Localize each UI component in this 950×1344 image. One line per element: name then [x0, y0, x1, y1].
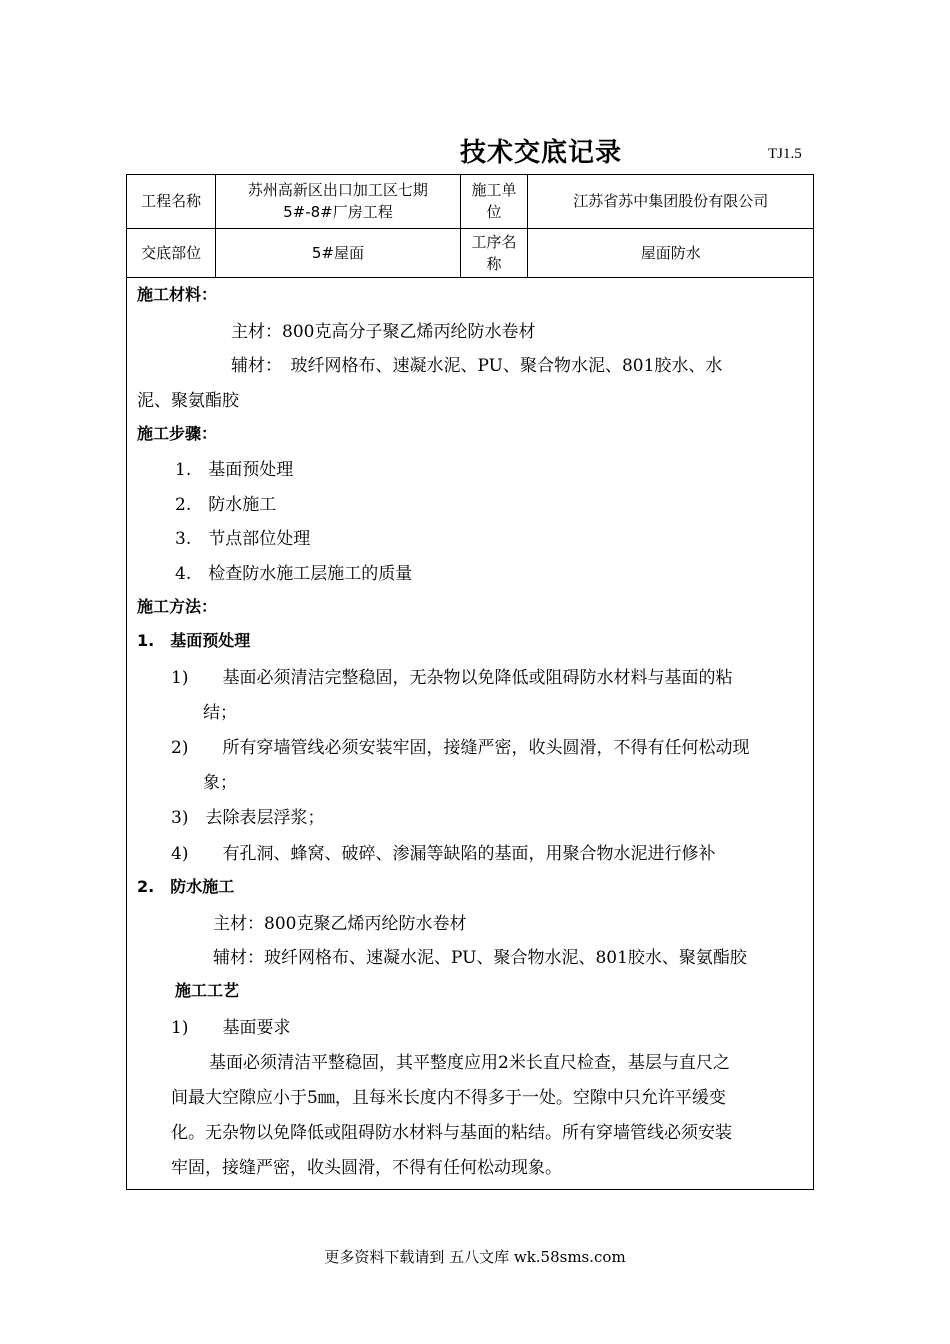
footer-text: 更多资料下载请到 五八文库 wk.58sms.com	[324, 1248, 626, 1266]
main-material: 主材：800克高分子聚乙烯丙纶防水卷材	[231, 322, 536, 342]
record-frame	[126, 174, 814, 1190]
process-label	[460, 228, 528, 277]
document-title: 技术交底记录	[460, 138, 623, 168]
header-table	[127, 175, 813, 278]
project-label: 工程名称	[127, 175, 216, 228]
section1-item-cont: 结；	[203, 703, 237, 723]
section1-item: 4) 有孔洞、蜂窝、破碎、渗漏等缺陷的基面，用聚合物水泥进行修补	[171, 844, 716, 864]
aux-material-line2: 泥、聚氨酯胶	[137, 391, 239, 411]
section1-item: 3) 去除表层浮浆；	[171, 808, 325, 828]
project-value	[216, 175, 460, 228]
step-item: 3. 节点部位处理	[175, 529, 311, 549]
process-label-line1: 工序名	[471, 232, 517, 251]
process-label-line2: 称	[486, 254, 502, 273]
requirement-text-line: 基面必须清洁平整稳固，其平整度应用2米长直尺检查，基层与直尺之	[209, 1053, 730, 1073]
method-heading: 施工方法：	[137, 597, 218, 616]
section1-item-cont: 象；	[203, 773, 237, 793]
part-value: 5#屋面	[216, 228, 460, 277]
unit-value: 江苏省苏中集团股份有限公司	[528, 175, 813, 228]
unit-label	[460, 175, 528, 228]
requirement-text-line: 牢固，接缝严密，收头圆滑，不得有任何松动现象。	[171, 1158, 562, 1178]
materials-heading: 施工材料：	[137, 285, 218, 304]
step-item: 1. 基面预处理	[175, 460, 294, 480]
project-value-line1: 苏州高新区出口加工区七期	[247, 181, 428, 200]
requirement-text-line: 化。无杂物以免降低或阻碍防水材料与基面的粘结。所有穿墙管线必须安装	[171, 1123, 732, 1143]
section2-main-material: 主材：800克聚乙烯丙纶防水卷材	[213, 914, 467, 934]
project-value-line2: 5#-8#厂房工程	[283, 203, 393, 222]
section1-heading: 1. 基面预处理	[137, 631, 251, 650]
part-label: 交底部位	[127, 228, 216, 277]
process-value: 屋面防水	[528, 228, 813, 277]
unit-label-line1: 施工单	[471, 181, 517, 200]
section2-aux-material: 辅材：玻纤网格布、速凝水泥、PU、聚合物水泥、801胶水、聚氨酯胶	[213, 948, 747, 968]
process-heading: 施工工艺	[175, 981, 240, 1000]
aux-material-line1: 辅材： 玻纤网格布、速凝水泥、PU、聚合物水泥、801胶水、水	[231, 356, 723, 376]
document-code: TJ1.5	[768, 146, 802, 162]
requirement-text-line: 间最大空隙应小于5㎜，且每米长度内不得多于一处。空隙中只允许平缓变	[171, 1088, 726, 1108]
requirement-item: 1) 基面要求	[171, 1018, 291, 1038]
unit-label-line2: 位	[486, 203, 502, 222]
section1-item: 1) 基面必须清洁完整稳固，无杂物以免降低或阻碍防水材料与基面的粘	[171, 668, 733, 688]
section1-item: 2) 所有穿墙管线必须安装牢固，接缝严密，收头圆滑，不得有任何松动现	[171, 738, 750, 758]
steps-heading: 施工步骤：	[137, 424, 218, 443]
step-item: 4. 检查防水施工层施工的质量	[175, 564, 413, 584]
section2-heading: 2. 防水施工	[137, 877, 235, 896]
step-item: 2. 防水施工	[175, 495, 277, 515]
